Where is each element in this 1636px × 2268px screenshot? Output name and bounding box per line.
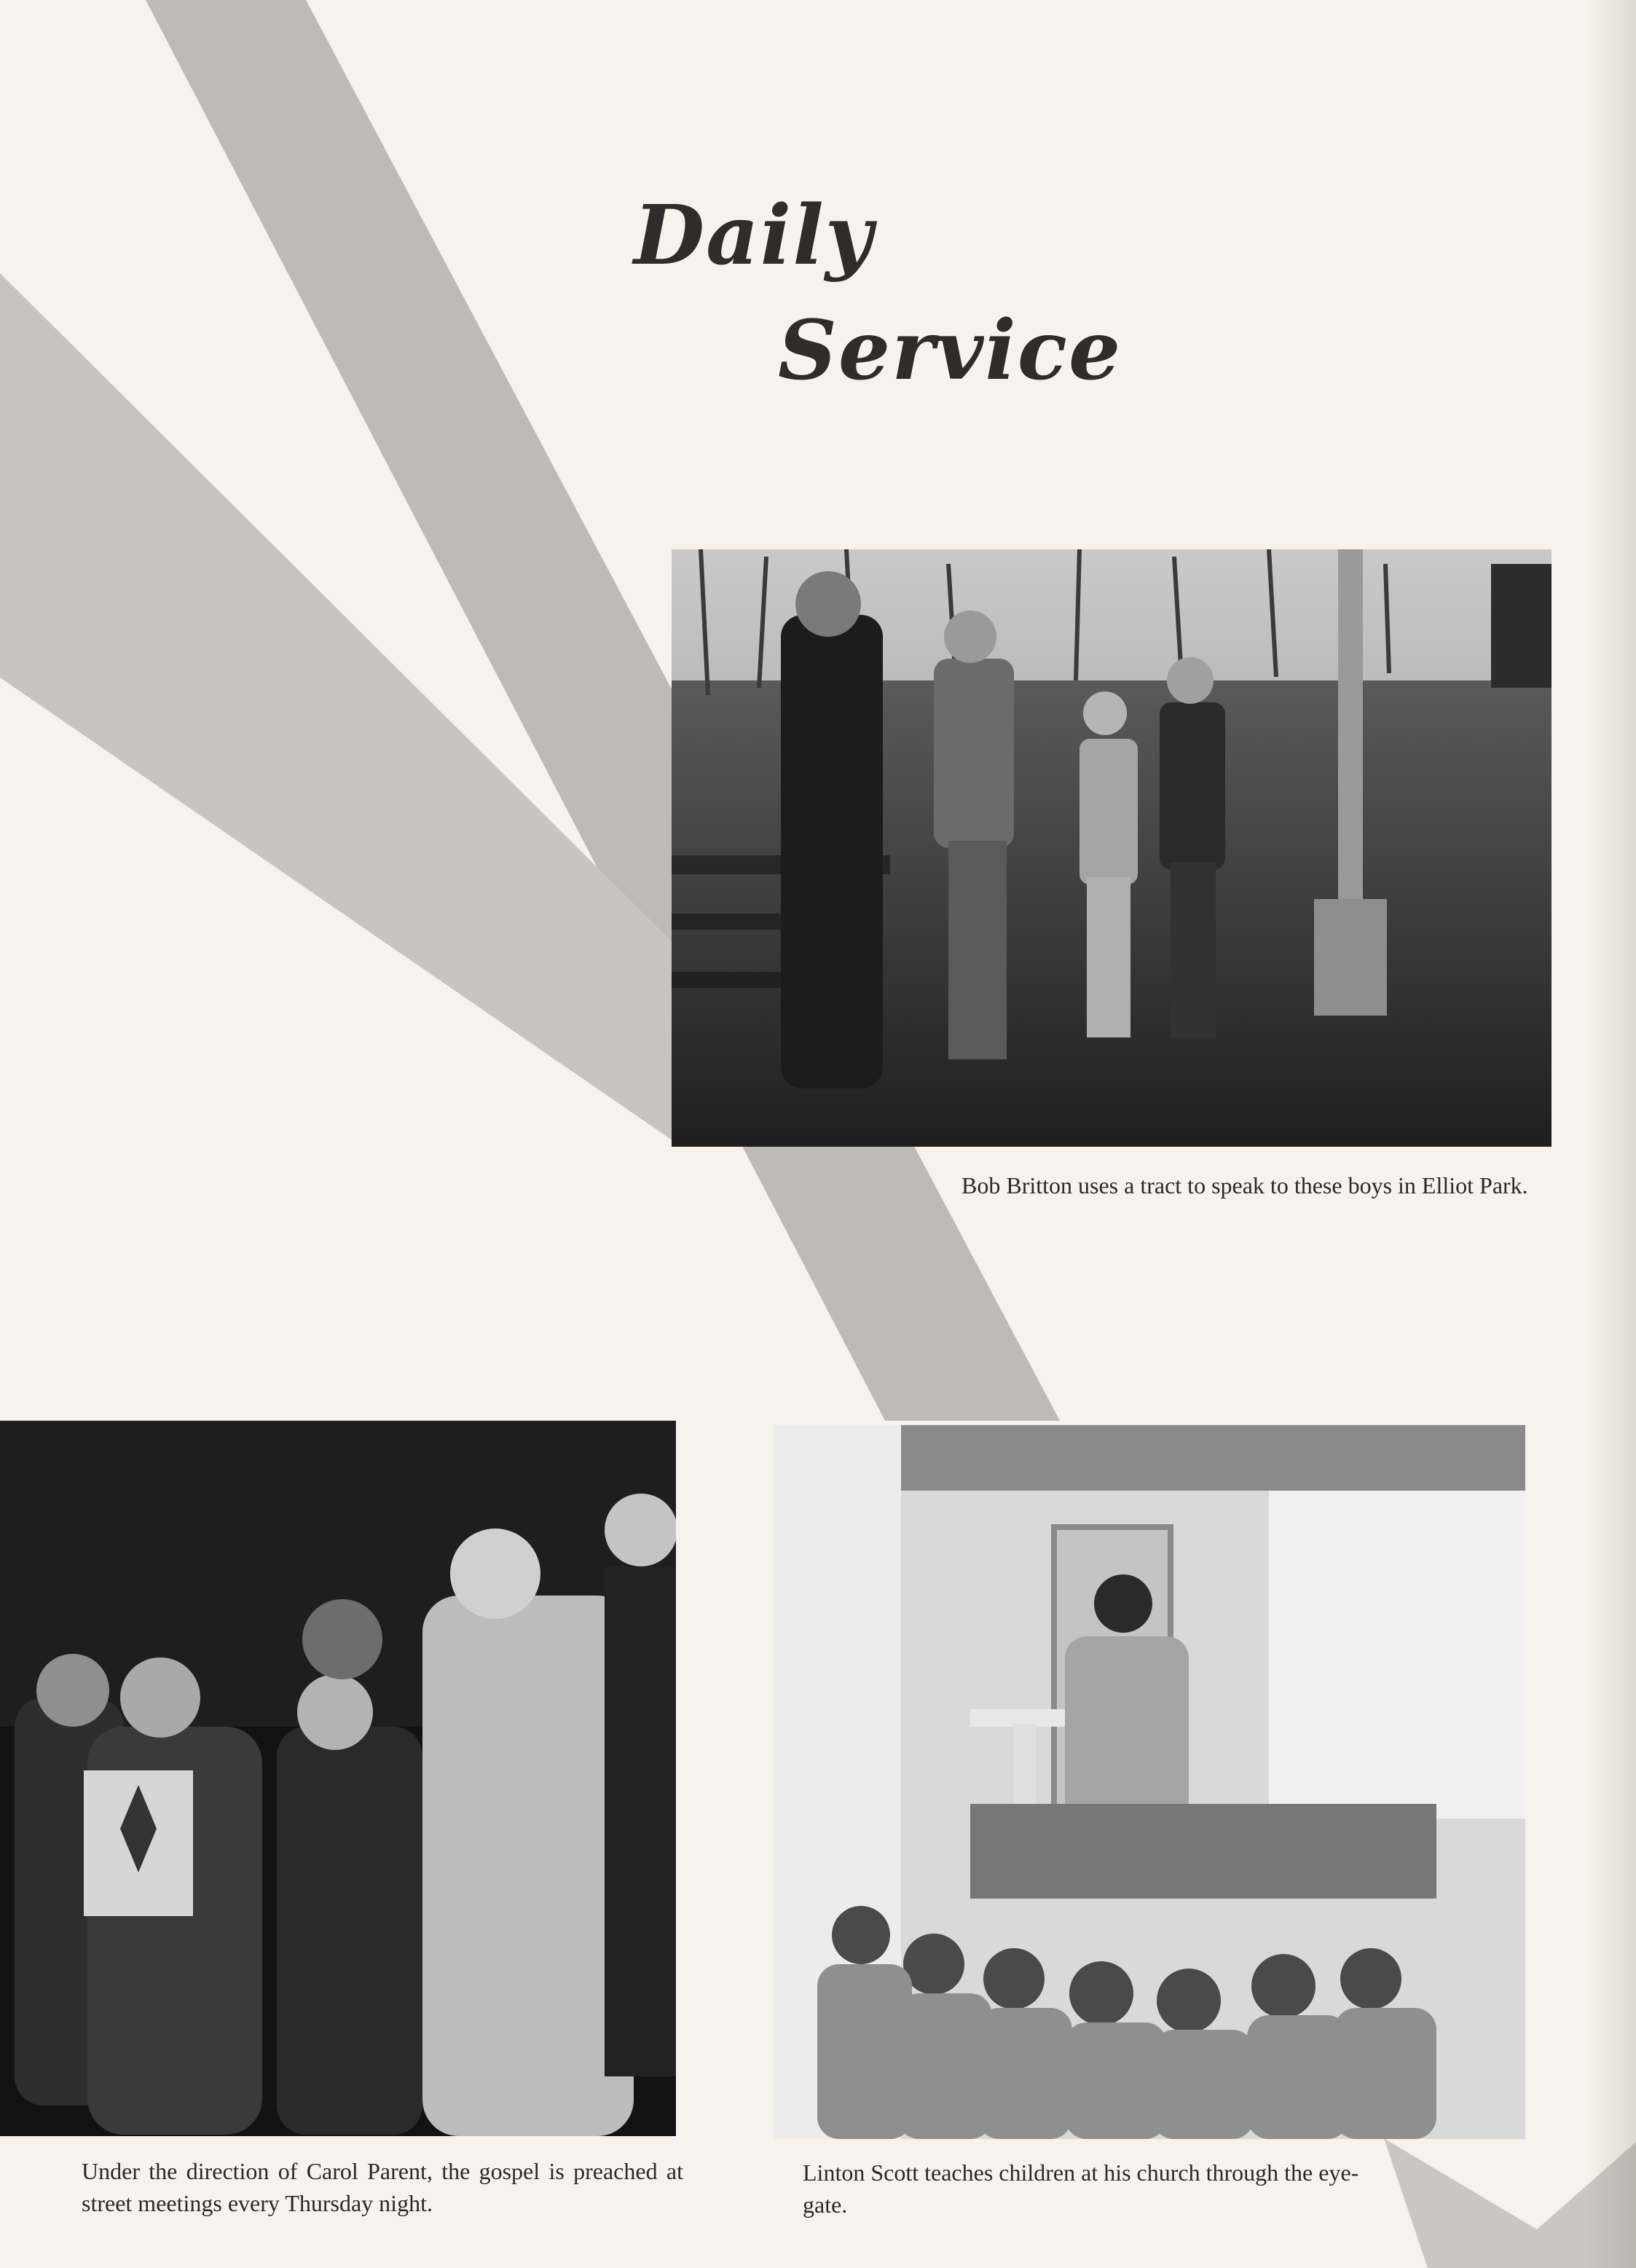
photo-church-class <box>774 1425 1525 2139</box>
photo-park-scene <box>672 549 1552 1147</box>
page-gutter-shadow <box>1585 0 1636 2268</box>
caption-church-class: Linton Scott teaches children at his church through the eye-gate. <box>803 2159 1359 2218</box>
page-title-line-2: Service <box>778 303 1122 399</box>
photo-street-meeting <box>0 1421 676 2136</box>
page-title-line-1: Daily <box>634 188 874 283</box>
caption-street-meeting: Under the direction of Carol Parent, the gospel is preached at street meetings every Thursday night. <box>82 2158 683 2216</box>
caption-park-scene: Bob Britton uses a tract to speak to these boys in Elliot Park. <box>961 1172 1528 1198</box>
